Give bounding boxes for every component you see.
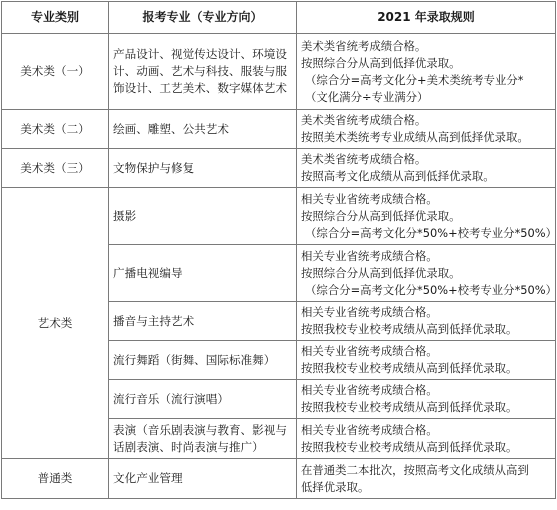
- rule-cell: [297, 380, 556, 419]
- rule-line: （综合分=高考文化分*50%+校考专业分*50%）: [305, 225, 557, 240]
- rule-cell: [297, 419, 556, 459]
- rule-cell: [297, 110, 556, 149]
- rule-line: 按照美术类统考专业成绩从高到低择优录取。: [301, 130, 529, 144]
- category-cell: 美术类（一）: [2, 34, 109, 110]
- rule-line: 按照我校专业校考成绩从高到低择优录取。: [301, 361, 518, 375]
- table-row: [2, 149, 556, 188]
- rule-line: 按照我校专业校考成绩从高到低择优录取。: [301, 322, 518, 336]
- rule-line: 按照高考文化成绩从高到低择优录取。: [301, 169, 495, 183]
- rule-line: 低择优录取。: [301, 479, 370, 494]
- category-cell: 普通类: [2, 459, 109, 499]
- header-row: [2, 2, 556, 34]
- rule-line: 按照综合分从高到低择优录取。: [301, 55, 461, 70]
- rule-line: 美术类省统考成绩合格。: [301, 152, 427, 166]
- major-cell: 表演（音乐剧表演与教育、影视与话剧表演、时尚表演与推广）: [109, 419, 297, 459]
- header-category: 专业类别: [2, 2, 109, 34]
- rule-line: 按照我校专业校考成绩从高到低择优录取。: [301, 439, 518, 454]
- rule-cell: [297, 34, 556, 110]
- major-cell: 流行音乐（流行演唱）: [109, 380, 297, 419]
- rule-line: 相关专业省统考成绩合格。: [301, 344, 438, 358]
- major-cell: 播音与主持艺术: [109, 302, 297, 341]
- rule-cell: [297, 188, 556, 245]
- major-cell: 流行舞蹈（街舞、国际标准舞）: [109, 341, 297, 380]
- rule-line: 按照我校专业校考成绩从高到低择优录取。: [301, 400, 518, 414]
- rule-line: （综合分=高考文化分+美术类统考专业分*: [305, 72, 524, 87]
- major-cell: 广播电视编导: [109, 245, 297, 302]
- rule-line: （文化满分÷专业满分）: [305, 89, 429, 104]
- rule-cell: [297, 245, 556, 302]
- table-row: [2, 459, 556, 499]
- admission-rules-table: [1, 1, 556, 499]
- rule-line: 相关专业省统考成绩合格。: [301, 305, 438, 319]
- rule-cell: [297, 149, 556, 188]
- major-cell: 摄影: [109, 188, 297, 245]
- rule-line: （综合分=高考文化分*50%+校考专业分*50%）: [305, 282, 557, 297]
- rule-line: 相关专业省统考成绩合格。: [301, 191, 438, 206]
- category-cell: 美术类（三）: [2, 149, 109, 188]
- rule-line: 在普通类二本批次，按照高考文化成绩从高到: [301, 462, 529, 477]
- major-cell: 绘画、雕塑、公共艺术: [109, 110, 297, 149]
- major-cell: 产品设计、视觉传达设计、环境设计、动画、艺术与科技、服装与服饰设计、工艺美术、数字媒体艺术: [109, 34, 297, 110]
- major-cell: 文物保护与修复: [109, 149, 297, 188]
- rule-line: 相关专业省统考成绩合格。: [301, 422, 438, 437]
- rule-cell: [297, 459, 556, 499]
- rule-line: 相关专业省统考成绩合格。: [301, 248, 438, 263]
- rule-cell: [297, 341, 556, 380]
- rule-cell: [297, 302, 556, 341]
- rule-line: 美术类省统考成绩合格。: [301, 38, 427, 53]
- rule-line: 相关专业省统考成绩合格。: [301, 383, 438, 397]
- major-cell: 文化产业管理: [109, 459, 297, 499]
- header-rule: 2021 年录取规则: [297, 2, 556, 34]
- rule-line: 美术类省统考成绩合格。: [301, 113, 427, 127]
- table-row: [2, 34, 556, 110]
- rule-line: 按照综合分从高到低择优录取。: [301, 208, 461, 223]
- table-row: [2, 110, 556, 149]
- category-cell: 美术类（二）: [2, 110, 109, 149]
- header-major: 报考专业（专业方向）: [109, 2, 297, 34]
- table-row: [2, 188, 556, 245]
- rule-line: 按照综合分从高到低择优录取。: [301, 265, 461, 280]
- category-cell: 艺术类: [2, 188, 109, 459]
